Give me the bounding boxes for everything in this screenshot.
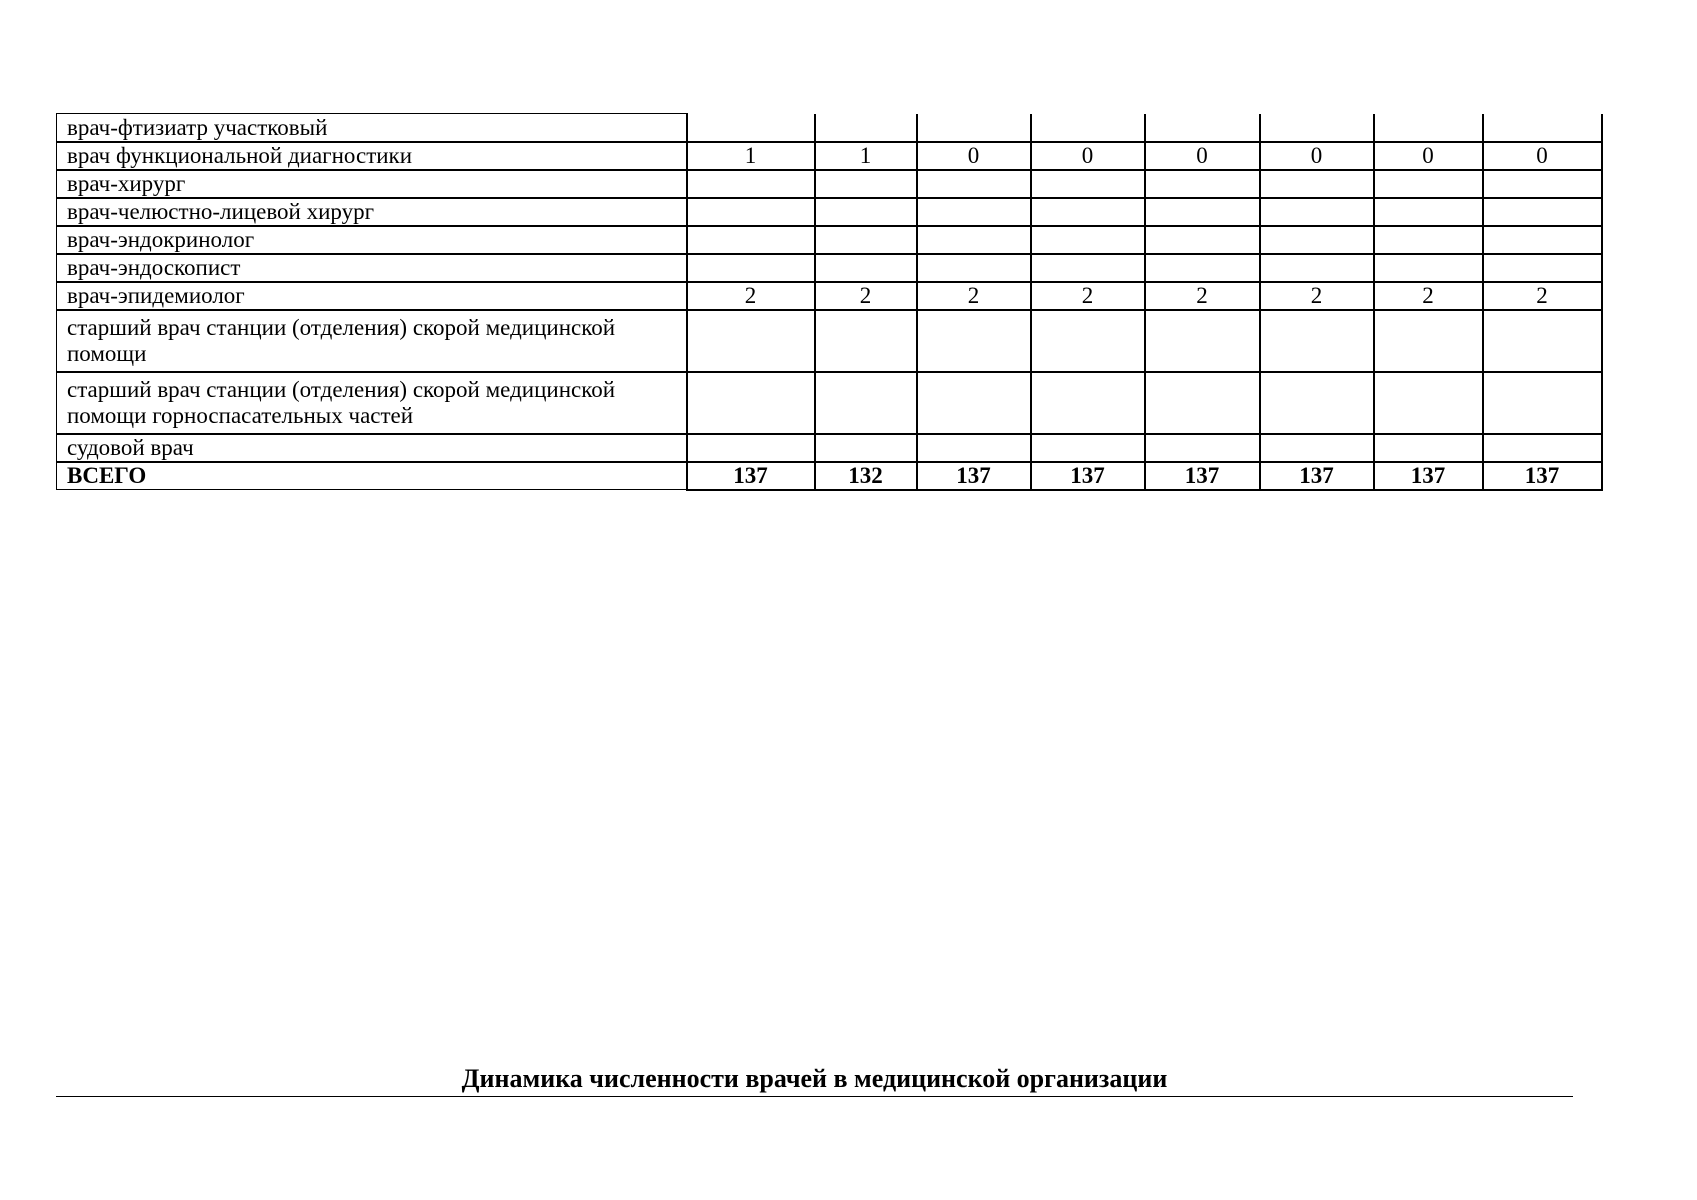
row-label: ВСЕГО xyxy=(57,462,687,490)
value-cell xyxy=(1374,170,1483,198)
value-cell xyxy=(687,310,815,372)
value-cell xyxy=(917,372,1031,434)
row-label: врач-эпидемиолог xyxy=(57,282,687,310)
value-cell xyxy=(1374,434,1483,462)
row-label: судовой врач xyxy=(57,434,687,462)
value-cell: 2 xyxy=(1031,282,1145,310)
value-cell: 137 xyxy=(917,462,1031,490)
value-cell: 132 xyxy=(815,462,917,490)
value-cell xyxy=(815,226,917,254)
value-cell xyxy=(815,114,917,142)
value-cell xyxy=(1374,226,1483,254)
value-cell xyxy=(1031,310,1145,372)
value-cell xyxy=(1145,372,1260,434)
value-cell: 0 xyxy=(1260,142,1374,170)
value-cell xyxy=(917,198,1031,226)
value-cell xyxy=(1374,254,1483,282)
value-cell xyxy=(1483,434,1602,462)
row-label: врач-эндоскопист xyxy=(57,254,687,282)
value-cell: 2 xyxy=(917,282,1031,310)
value-cell: 2 xyxy=(815,282,917,310)
table-row xyxy=(57,142,1602,170)
value-cell xyxy=(1483,310,1602,372)
value-cell xyxy=(1260,254,1374,282)
value-cell: 137 xyxy=(1031,462,1145,490)
value-cell xyxy=(1374,114,1483,142)
value-cell xyxy=(1145,226,1260,254)
value-cell xyxy=(1031,170,1145,198)
value-cell xyxy=(815,254,917,282)
section-title: Динамика численности врачей в медицинской организации xyxy=(56,1062,1573,1097)
value-cell xyxy=(1260,310,1374,372)
value-cell xyxy=(1483,170,1602,198)
value-cell xyxy=(1374,198,1483,226)
value-cell xyxy=(687,226,815,254)
row-label: врач-эндокринолог xyxy=(57,226,687,254)
value-cell xyxy=(1260,226,1374,254)
value-cell xyxy=(1483,114,1602,142)
value-cell xyxy=(1260,372,1374,434)
table-row xyxy=(57,226,1602,254)
value-cell xyxy=(1483,254,1602,282)
value-cell xyxy=(917,170,1031,198)
row-label: врач функциональной диагностики xyxy=(57,142,687,170)
value-cell xyxy=(1260,198,1374,226)
table-row xyxy=(57,282,1602,310)
value-cell: 2 xyxy=(1145,282,1260,310)
value-cell xyxy=(687,254,815,282)
value-cell xyxy=(815,170,917,198)
value-cell xyxy=(687,198,815,226)
value-cell xyxy=(1145,114,1260,142)
value-cell xyxy=(1031,254,1145,282)
value-cell xyxy=(1031,114,1145,142)
value-cell: 2 xyxy=(687,282,815,310)
value-cell: 0 xyxy=(1483,142,1602,170)
value-cell: 1 xyxy=(687,142,815,170)
value-cell xyxy=(917,254,1031,282)
row-label: врач-фтизиатр участковый xyxy=(57,114,687,142)
value-cell xyxy=(1031,434,1145,462)
row-label: старший врач станции (отделения) скорой медицинской помощи горноспасательных частей xyxy=(57,372,687,434)
table-row xyxy=(57,434,1602,462)
value-cell xyxy=(687,114,815,142)
value-cell xyxy=(1145,198,1260,226)
value-cell: 0 xyxy=(1145,142,1260,170)
value-cell: 1 xyxy=(815,142,917,170)
value-cell xyxy=(1031,226,1145,254)
value-cell xyxy=(1374,372,1483,434)
value-cell: 137 xyxy=(1483,462,1602,490)
value-cell xyxy=(1260,114,1374,142)
row-label: старший врач станции (отделения) скорой медицинской помощи xyxy=(57,310,687,372)
value-cell: 137 xyxy=(1145,462,1260,490)
row-label: врач-хирург xyxy=(57,170,687,198)
value-cell: 137 xyxy=(687,462,815,490)
value-cell xyxy=(815,372,917,434)
value-cell xyxy=(1031,372,1145,434)
value-cell xyxy=(1483,372,1602,434)
table-row xyxy=(57,372,1602,434)
value-cell xyxy=(917,310,1031,372)
value-cell xyxy=(687,372,815,434)
value-cell: 137 xyxy=(1260,462,1374,490)
value-cell xyxy=(687,170,815,198)
value-cell: 0 xyxy=(1374,142,1483,170)
value-cell: 2 xyxy=(1374,282,1483,310)
value-cell: 0 xyxy=(917,142,1031,170)
table-total-row xyxy=(57,462,1602,490)
value-cell xyxy=(1260,434,1374,462)
value-cell xyxy=(1145,310,1260,372)
row-label: врач-челюстно-лицевой хирург xyxy=(57,198,687,226)
value-cell xyxy=(917,114,1031,142)
value-cell xyxy=(917,434,1031,462)
table-row xyxy=(57,198,1602,226)
value-cell xyxy=(1260,170,1374,198)
value-cell xyxy=(1145,170,1260,198)
value-cell xyxy=(1031,198,1145,226)
value-cell: 2 xyxy=(1260,282,1374,310)
physicians-table xyxy=(56,113,1603,491)
value-cell xyxy=(1483,198,1602,226)
value-cell xyxy=(815,310,917,372)
value-cell xyxy=(815,198,917,226)
value-cell xyxy=(687,434,815,462)
value-cell xyxy=(815,434,917,462)
value-cell xyxy=(1483,226,1602,254)
table-row xyxy=(57,310,1602,372)
value-cell xyxy=(1145,254,1260,282)
value-cell: 137 xyxy=(1374,462,1483,490)
table-row xyxy=(57,254,1602,282)
table-row xyxy=(57,170,1602,198)
value-cell: 0 xyxy=(1031,142,1145,170)
value-cell: 2 xyxy=(1483,282,1602,310)
table-row xyxy=(57,114,1602,142)
value-cell xyxy=(1145,434,1260,462)
value-cell xyxy=(917,226,1031,254)
value-cell xyxy=(1374,310,1483,372)
